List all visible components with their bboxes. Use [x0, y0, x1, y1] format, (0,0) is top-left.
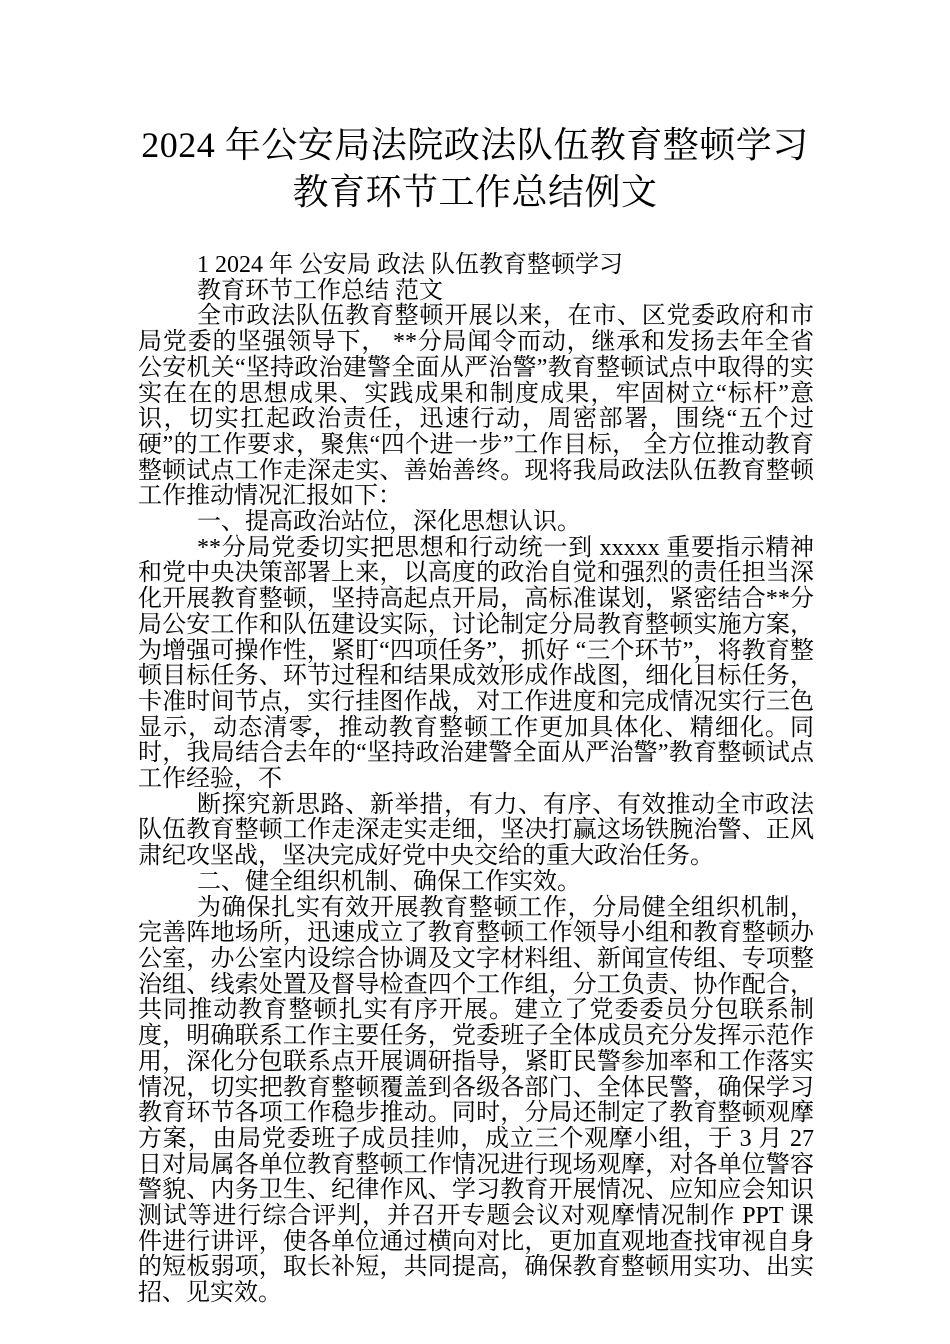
- document-title: [0, 0, 950, 216]
- paragraph: 教育环节工作总结 范文: [197, 277, 443, 304]
- paragraph: **分局党委切实把思想和行动统一到 xxxxx 重要指示精神和党中央决策部署上来，以高度的政治自觉和强烈的责任担当深化开展教育整顿，坚持高起点开局，高标准谋划，紧密结合**分局公安工作和队伍建设实际，讨论制定分局教育整顿实施方案，为增强可操作性，紧盯“四项任务”，抓好 “三个环节”，将教育整顿目标任务、环节过程和结果成效形成作战图，细化目标任务，卡准时间节点，实行挂图作战，对工作进度和完成情况实行三色显示，动态清零，推动教育整顿工作更加具体化、精细化。同时，我局结合去年的“坚持政治建警全面从严治警”教育整顿试点工作经验，不: [138, 534, 814, 793]
- document-body: [138, 253, 814, 1307]
- paragraph: 一、提高政治站位，深化思想认识。: [197, 509, 581, 536]
- paragraph: 全市政法队伍教育整顿开展以来，在市、区党委政府和市局党委的坚强领导下， **分局闻令而动，继承和发扬去年全省公安机关“坚持政治建警全面从严治警”教育整顿试点中取得的实实在在的思想成果、实践成果和制度成果，牢固树立“标杆”意识，切实扛起政治责任，迅速行动，周密部署，围绕“五个过硬”的工作要求，聚焦“四个进一步”工作目标， 全方位推动教育整顿试点工作走深走实、善始善终。现将我局政法队伍教育整顿工作推动情况汇报如下：: [138, 303, 814, 510]
- paragraph: 二、健全组织机制、确保工作实效。: [197, 868, 581, 895]
- paragraph: 断探究新思路、新举措，有力、有序、有效推动全市政法队伍教育整顿工作走深走实走细，坚决打赢这场铁腕治警、正风肃纪攻坚战，坚决完成好党中央交给的重大政治任务。: [138, 791, 814, 870]
- document-title-line-1: 2024 年公安局法院政法队伍教育整顿学习: [141, 125, 809, 165]
- paragraph: 1 2024 年 公安局 政法 队伍教育整顿学习: [197, 252, 623, 278]
- paragraph: 为确保扎实有效开展教育整顿工作，分局健全组织机制，完善阵地场所，迅速成立了教育整顿工作领导小组和教育整顿办公室，办公室内设综合协调及文字材料组、新闻宣传组、专项整治组、线索处置及督导检查四个工作组，分工负责、协作配合，共同推动教育整顿扎实有序开展。建立了党委委员分包联系制度，明确联系工作主要任务，党委班子全体成员充分发挥示范作用，深化分包联系点开展调研指导，紧盯民警参加率和工作落实情况，切实把教育整顿覆盖到各级各部门、全体民警，确保学习教育环节各项工作稳步推动。同时，分局还制定了教育整顿观摩方案，由局党委班子成员挂帅，成立三个观摩小组，于 3 月 27 日对局属各单位教育整顿工作情况进行现场观摩，对各单位警容警貌、内务卫生、纪律作风、学习教育开展情况、应知应会知识测试等进行综合评判，并召开专题会议对观摩情况制作 PPT 课件进行讲评，使各单位通过横向对比，更加直观地查找审视自身的短板弱项，取长补短，共同提高，确保教育整顿用实功、出实招、见实效。: [138, 894, 814, 1307]
- document-title-line-2: 教育环节工作总结例文: [292, 172, 658, 212]
